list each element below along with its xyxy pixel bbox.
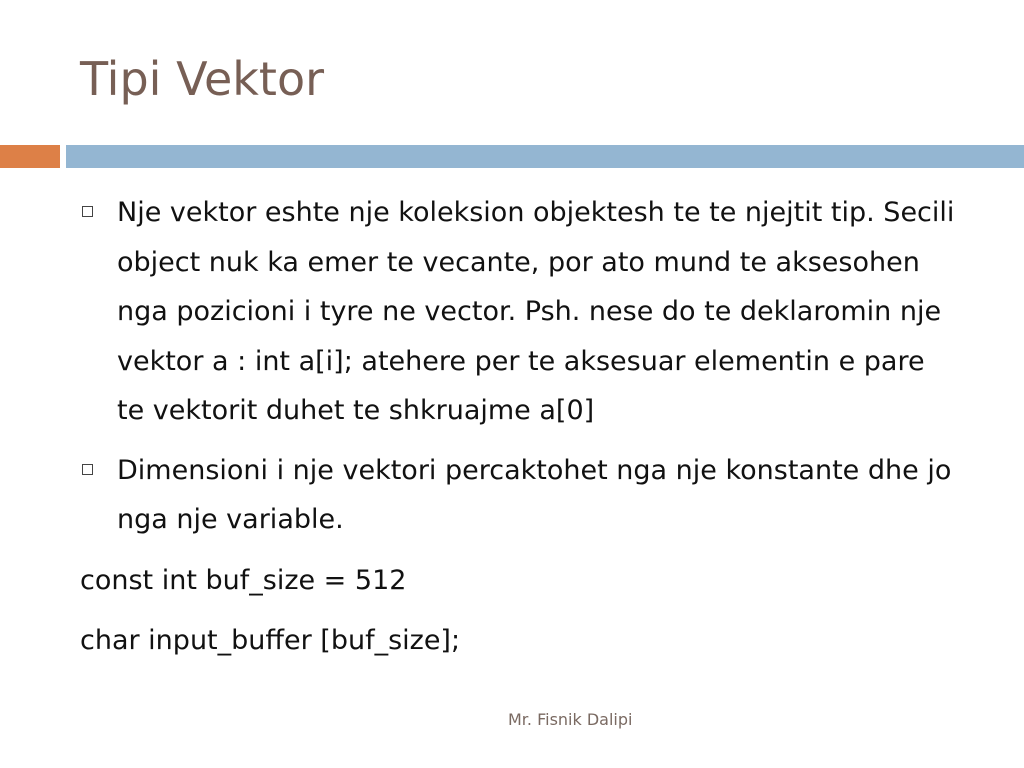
bullet-item-2	[80, 446, 960, 545]
code-line-char: char input_buffer [buf_size];	[80, 624, 461, 656]
bullet-text: Nje vektor eshte nje koleksion objektesh te te njejtit tip. Secili object nuk ka emer te vecante, por ato mund te aksesohen nga pozicioni i tyre ne vector. Psh. nese do te deklaromin nje vektor a : int a[i]; atehere per te aksesuar elementin e pare te vektorit duhet te shkruajme a[0]	[117, 197, 955, 426]
bullet-text: Dimensioni i nje vektori percaktohet nga nje konstante dhe jo nga nje variable.	[117, 454, 952, 535]
bullet-item-1	[80, 188, 960, 436]
accent-bar-blue	[66, 145, 1024, 168]
code-line-const: const int buf_size = 512	[80, 564, 407, 596]
slide-title: Tipi Vektor	[80, 52, 324, 106]
square-bullet-icon	[82, 464, 93, 475]
footer-author: Mr. Fisnik Dalipi	[508, 710, 633, 729]
square-bullet-icon	[82, 206, 93, 217]
accent-bar-orange	[0, 145, 60, 168]
slide-content	[80, 188, 960, 667]
